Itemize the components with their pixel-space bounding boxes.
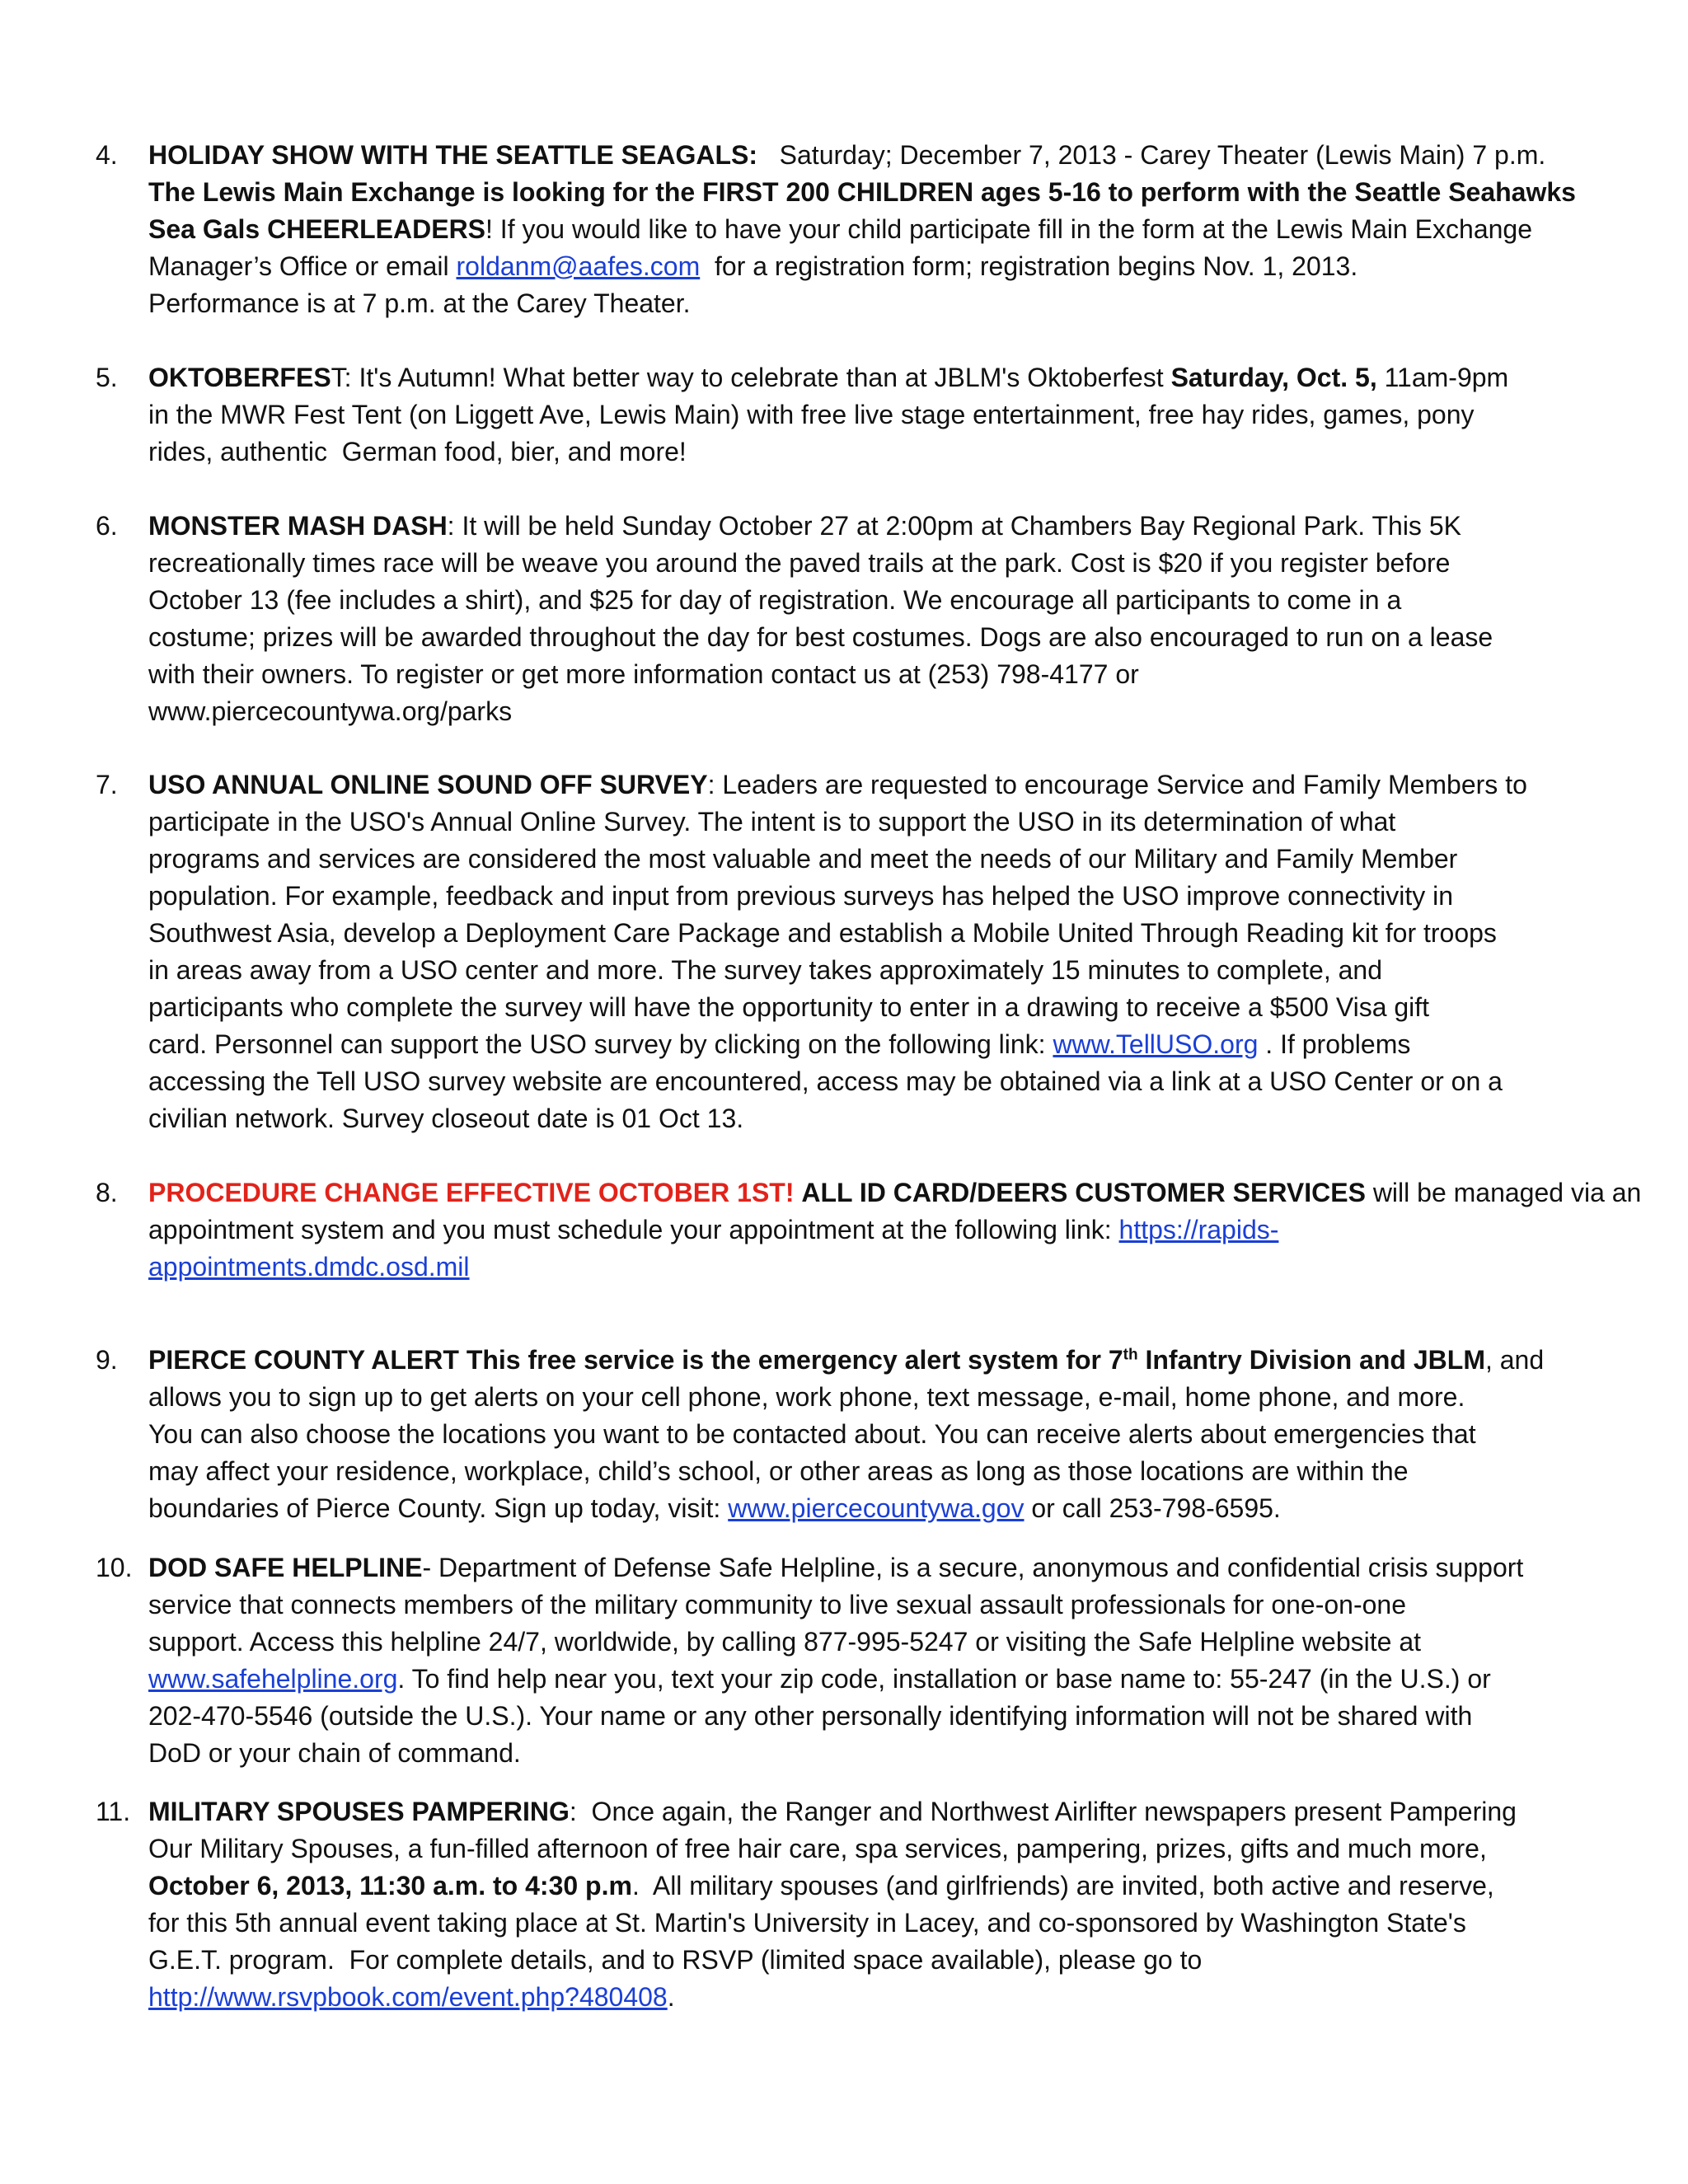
procedure-change-alert: PROCEDURE CHANGE EFFECTIVE OCTOBER 1ST! bbox=[148, 1178, 795, 1207]
item-text: MILITARY SPOUSES PAMPERING: Once again, the Ranger and Northwest Airlifter newspapers present Pampering Our Military Spouses, a fun-filled afternoon of free hair care, spa services, pampering, prizes, gifts and much more, October 6, 2013, 11:30 a.m. to 4:30 p.m. All military spouses (and girlfriends) are invited, both active and reserve, for this 5th annual event taking place at St. Martin's University in Lacey, and co-sponsored by Washington State's G.E.T. program. For complete details, and to RSVP (limited space available), please go to http://www.rsvpbook.com/event.php?480408. bbox=[148, 1797, 1517, 2012]
piercecounty-link[interactable]: www.piercecountywa.gov bbox=[728, 1493, 1025, 1523]
item-number: 11. bbox=[96, 1797, 131, 1826]
item-number: 6. bbox=[96, 511, 118, 541]
item-heading: PIERCE COUNTY ALERT This free service is the emergency alert system for 7 bbox=[148, 1345, 1123, 1375]
item-number: 4. bbox=[96, 140, 118, 170]
rapids-appointments-link[interactable]: https://rapids- bbox=[1118, 1215, 1279, 1244]
item-heading: MILITARY SPOUSES PAMPERING bbox=[148, 1797, 570, 1826]
item-text: HOLIDAY SHOW WITH THE SEATTLE SEAGALS: Saturday; December 7, 2013 - Carey Theater (Lewis Main) 7 p.m. The Lewis Main Exchange is looking for the FIRST 200 CHILDREN ages 5-16 to perform with the Seattle Seahawks Sea Gals CHEERLEADERS! If you would like to have your child participate fill in the form at the Lewis Main Exchange Manager’s Office or email roldanm@aafes.com for a registration form; registration begins Nov. 1, 2013. Performance is at 7 p.m. at the Carey Theater. bbox=[148, 140, 1576, 318]
telluso-link[interactable]: www.TellUSO.org bbox=[1053, 1029, 1259, 1059]
item-number: 8. bbox=[96, 1178, 118, 1207]
item-number: 9. bbox=[96, 1345, 118, 1375]
item-heading: DOD SAFE HELPLINE bbox=[148, 1553, 423, 1582]
item-heading: USO ANNUAL ONLINE SOUND OFF SURVEY bbox=[148, 770, 708, 799]
safehelpline-link[interactable]: www.safehelpline.org bbox=[148, 1664, 398, 1694]
item-text: PROCEDURE CHANGE EFFECTIVE OCTOBER 1ST! ALL ID CARD/DEERS CUSTOMER SERVICES will be managed via an appointment system and you must schedule your appointment at the following link: https://rapids- appointments.dmdc.osd.mil bbox=[148, 1178, 1642, 1282]
item-number: 5. bbox=[96, 363, 118, 392]
item-text: OKTOBERFEST: It's Autumn! What better way to celebrate than at JBLM's Oktoberfest Saturday, Oct. 5, 11am-9pm in the MWR Fest Tent (on Liggett Ave, Lewis Main) with free live stage entertainment, free hay rides, games, pony rides, authentic German food, bier, and more! bbox=[148, 363, 1509, 466]
rsvpbook-link[interactable]: http://www.rsvpbook.com/event.php?480408 bbox=[148, 1982, 668, 2012]
item-text: MONSTER MASH DASH: It will be held Sunday October 27 at 2:00pm at Chambers Bay Regional Park. This 5K recreationally times race will be weave you around the paved trails at the park. Cost is $20 if you register before October 13 (fee includes a shirt), and $25 for day of registration. We encourage all participants to come in a costume; prizes will be awarded throughout the day for best costumes. Dogs are also encouraged to run on a lease with their owners. To register or get more information contact us at (253) 798-4177 or www.piercecountywa.org/parks bbox=[148, 511, 1493, 726]
item-heading: HOLIDAY SHOW WITH THE SEATTLE SEAGALS: bbox=[148, 140, 757, 170]
rapids-appointments-link-cont[interactable]: appointments.dmdc.osd.mil bbox=[148, 1252, 470, 1282]
item-number: 10. bbox=[96, 1553, 133, 1582]
email-link[interactable]: roldanm@aafes.com bbox=[456, 251, 701, 281]
item-text: USO ANNUAL ONLINE SOUND OFF SURVEY: Leaders are requested to encourage Service and Family Members to participate in the USO's Annual Online Survey. The intent is to support the USO in its determination of what programs and services are considered the most valuable and meet the needs of our Military and Family Member population. For example, feedback and input from previous surveys has helped the USO improve connectivity in Southwest Asia, develop a Deployment Care Package and establish a Mobile United Through Reading kit for troops in areas away from a USO center and more. The survey takes approximately 15 minutes to complete, and participants who complete the survey will have the opportunity to enter in a drawing to receive a $500 Visa gift card. Personnel can support the USO survey by clicking on the following link: www.TellUSO.org . If problems accessing the Tell USO survey website are encountered, access may be obtained via a link at a USO Center or on a civilian network. Survey closeout date is 01 Oct 13. bbox=[148, 770, 1527, 1133]
item-number: 7. bbox=[96, 770, 118, 799]
item-text: PIERCE COUNTY ALERT This free service is the emergency alert system for 7th Infantry Division and JBLM, and allows you to sign up to get alerts on your cell phone, work phone, text message, e-mail, home phone, and more. You can also choose the locations you want to be contacted about. You can receive alerts about emergencies that may affect your residence, workplace, child’s school, or other areas as long as those locations are within the boundaries of Pierce County. Sign up today, visit: www.piercecountywa.gov or call 253-798-6595. bbox=[148, 1345, 1545, 1523]
item-heading: OKTOBERFES bbox=[148, 363, 331, 392]
item-heading: ALL ID CARD/DEERS CUSTOMER SERVICES bbox=[801, 1178, 1366, 1207]
item-text: DOD SAFE HELPLINE- Department of Defense Safe Helpline, is a secure, anonymous and confidential crisis support service that connects members of the military community to live sexual assault professionals for one-on-one support. Access this helpline 24/7, worldwide, by calling 877-995-5247 or visiting the Safe Helpline website at www.safehelpline.org. To find help near you, text your zip code, installation or base name to: 55-247 (in the U.S.) or 202-470-5546 (outside the U.S.). Your name or any other personally identifying information will not be shared with DoD or your chain of command. bbox=[148, 1553, 1524, 1768]
item-heading: MONSTER MASH DASH bbox=[148, 511, 448, 541]
